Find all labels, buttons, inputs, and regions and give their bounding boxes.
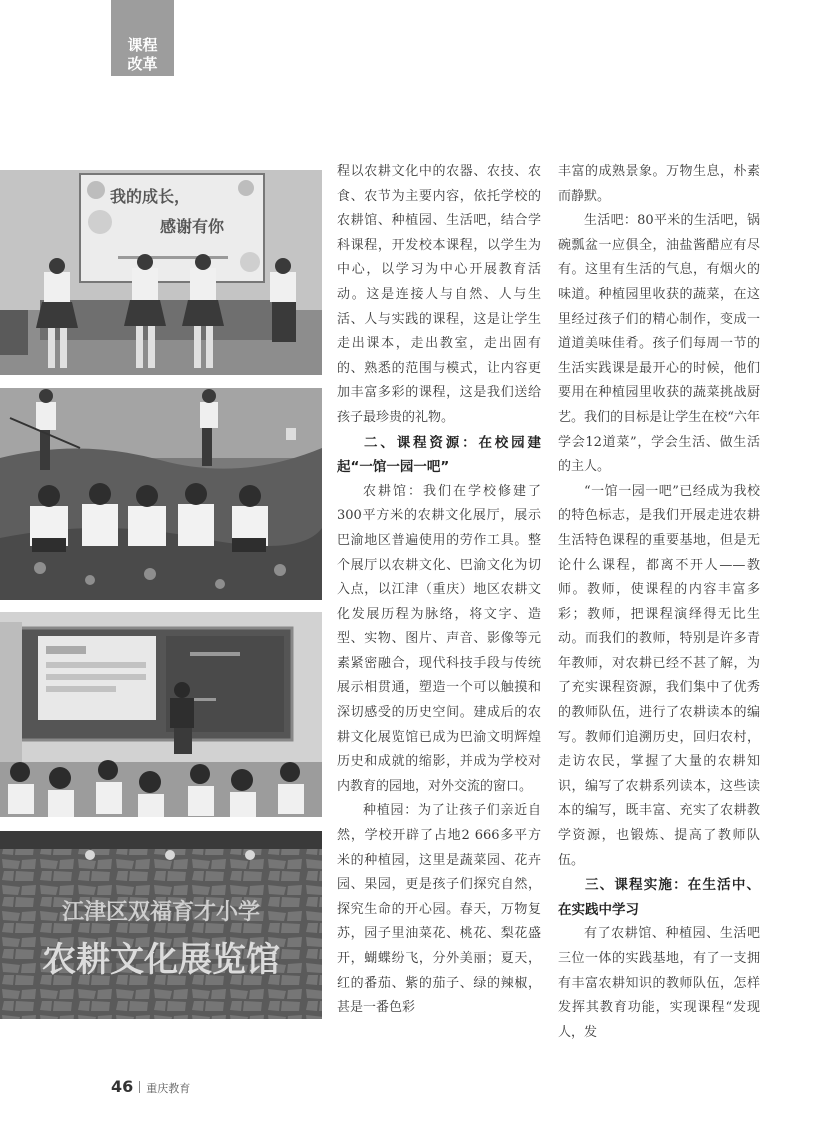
paragraph-farming-hall: 农耕馆：我们在学校修建了300平方米的农耕文化展厅，展示巴渝地区普遍使用的劳作工具。整个展厅以农耕文化、巴渝文化为切入点，以江津（重庆）地区农耕文化发展历程为脉络，将文字、造型、实物、图片、声音、影像等元素紧密融合，现代科技手段与传统展示相贯通，塑造一个可以触摸和深切感受的历史空间。建成后的农耕文化展览馆已成为巴渝文明辉煌历史和成就的缩影，并成为学校对内教育的园地，对外交流的窗口。 xyxy=(337,483,541,794)
photo-exhibition-hall-sign xyxy=(0,831,322,1019)
footer-divider xyxy=(139,1081,140,1093)
photo-planting-garden xyxy=(0,388,322,600)
paragraph-planting-garden: 种植园：为了让孩子们亲近自然，学校开辟了占地2 666多平方米的种植园，这里是蔬菜园、花卉园、果园，更是孩子们探究自然，探究生命的开心园。春天，万物复苏，园子里油菜花、桃花、梨花盛开，蝴蝶纷飞，分外美丽；夏天，红的番茄、紫的茄子、绿的辣椒，甚是一番色彩 xyxy=(337,803,541,1016)
heading-course-implementation: 三、课程实施：在生活中、在实践中学习 xyxy=(558,877,760,918)
heading-course-resources: 二、课程资源：在校园建起“一馆一园一吧” xyxy=(337,434,541,476)
photo-banner-line1: 我的成长， xyxy=(110,187,191,206)
page-footer xyxy=(111,1077,190,1096)
magazine-name: 重庆教育 xyxy=(146,1082,191,1095)
paragraph-implementation: 有了农耕馆、种植园、生活吧三位一体的实践基地，有了一支拥有丰富农耕知识的教师队伍，怎样发挥其教育功能，实现课程“发现人，发 xyxy=(558,926,760,1040)
section-tab-line2: 改革 xyxy=(127,55,158,73)
paragraph-life-bar: 生活吧：80平米的生活吧，锅碗瓢盆一应俱全，油盐酱醋应有尽有。这里有生活的气息，有烟火的味道。种植园里收获的蔬菜，在这里经过孩子们的精心制作，变成一道道美味佳肴。孩子们每周一节的生活实践课是最开心的时候，他们要用在种植园里收获的蔬菜挑战厨艺。我们的目标是让学生在校“六年学会12道菜”，学会生活、做生活的主人。 xyxy=(558,213,760,475)
text-column-1 xyxy=(337,160,541,1021)
paragraph-course-intro: 程以农耕文化中的农器、农技、农食、农节为主要内容，依托学校的农耕馆、种植园、生活吧，结合学科课程，开发校本课程，以学生为中心，以学习为中心开展教育活动。这是连接人与自然、人与生活、人与实践的课程，这是让学生走出课本，走出教室，走出固有的、熟悉的范围与模式，让内容更加丰富多彩的课程，这是我们送给孩子最珍贵的礼物。 xyxy=(337,164,541,425)
photo-sign-line1: 江津区双福育才小学 xyxy=(61,900,261,925)
photo-classroom-teaching xyxy=(0,612,322,817)
photo-stage-performance xyxy=(0,170,322,375)
section-tab xyxy=(111,0,174,76)
paragraph-garden-continued: 丰富的成熟景象。万物生息，朴素而静默。 xyxy=(558,164,760,204)
photo-sign-line2: 农耕文化展览馆 xyxy=(42,940,280,980)
photo-banner-line2: 感谢有你 xyxy=(160,217,225,236)
page-number: 46 xyxy=(111,1077,134,1096)
section-tab-line1: 课程 xyxy=(127,36,158,54)
text-column-2 xyxy=(558,160,760,1045)
paragraph-teachers: “一馆一园一吧”已经成为我校的特色标志，是我们开展走进农耕生活特色课程的重要基地，但是无论什么课程，都离不开人——教师。教师，使课程的内容丰富多彩；教师，把课程演绎得无比生动。而我们的教师，特别是许多青年教师，对农耕已经不甚了解，为了充实课程资源，我们集中了优秀的教师队伍，进行了农耕读本的编写。教师们追溯历史，回归农村，走访农民，掌握了大量的农耕知识，编写了农耕系列读本，这些读本的编写，既丰富、充实了农耕教学资源，也锻炼、提高了教师队伍。 xyxy=(558,483,760,868)
